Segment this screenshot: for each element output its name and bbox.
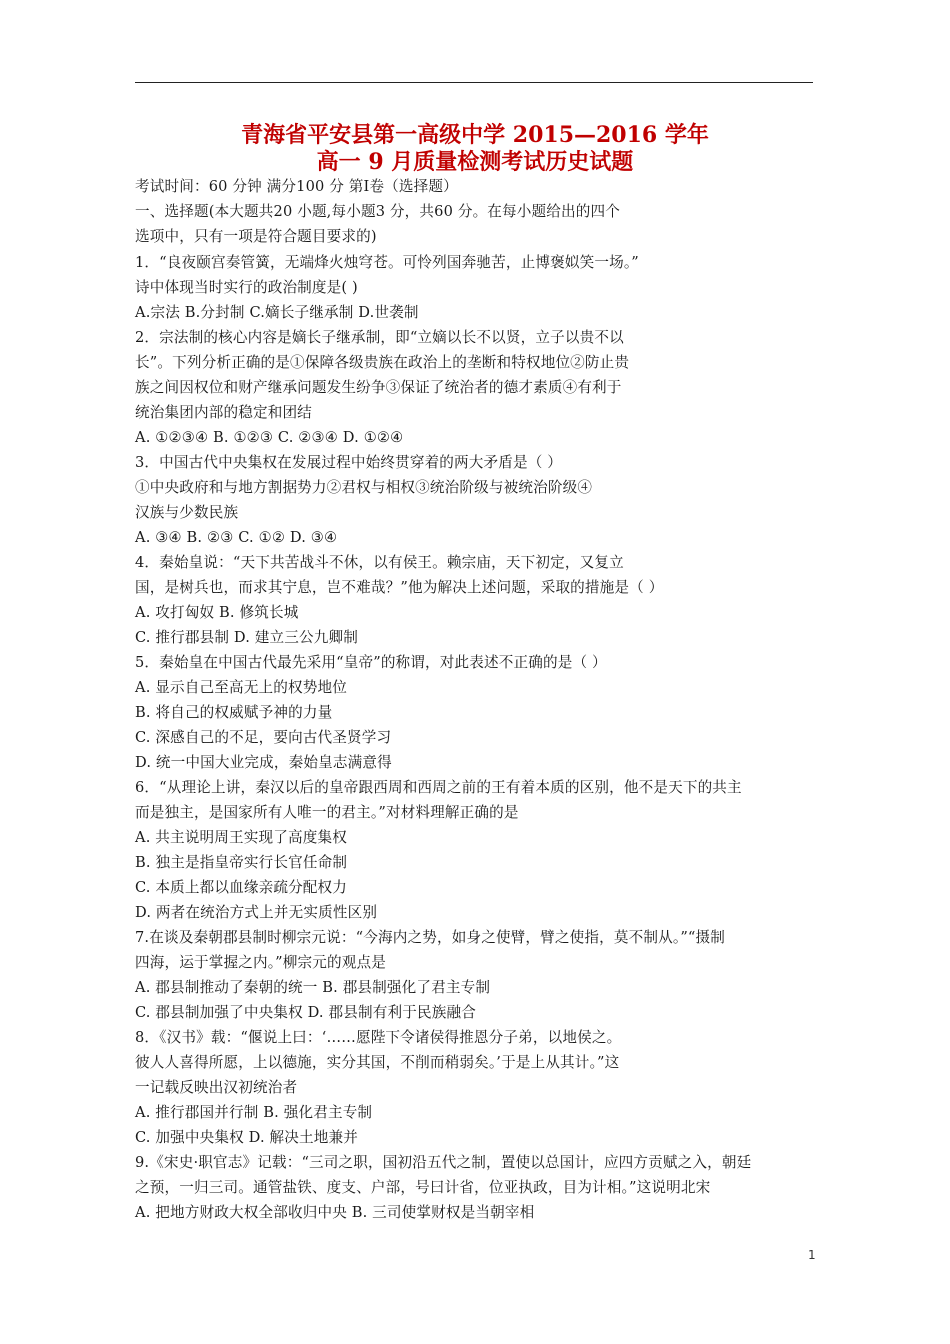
text-line: 9.《宋史·职官志》记载：“三司之职，国初沿五代之制，置使以总国计，应四方贡赋之入，朝廷 xyxy=(135,1154,752,1171)
text-line: 选项中，只有一项是符合题目要求的) xyxy=(135,228,377,245)
text-line: A. ①②③④ B. ①②③ C. ②③④ D. ①②④ xyxy=(135,429,404,446)
text-line: A. 攻打匈奴 B. 修筑长城 xyxy=(135,604,299,621)
text-line: 统治集团内部的稳定和团结 xyxy=(135,404,312,421)
text-line: D. 统一中国大业完成，秦始皇志满意得 xyxy=(135,754,392,771)
text-line: C. 本质上都以血缘亲疏分配权力 xyxy=(135,879,348,896)
text-line: 1．“良夜颐宫奏管簧，无端烽火烛穹苍。可怜列国奔驰苦，止博褒姒笑一场。” xyxy=(135,254,639,271)
text-line: A.宗法 B.分封制 C.嫡长子继承制 D.世袭制 xyxy=(135,304,419,321)
text-line: 一、选择题(本大题共20 小题,每小题3 分，共60 分。在每小题给出的四个 xyxy=(135,203,621,220)
text-line: C. 郡县制加强了中央集权 D. 郡县制有利于民族融合 xyxy=(135,1004,476,1021)
text-line: 而是独主，是国家所有人唯一的君主。”对材料理解正确的是 xyxy=(135,804,519,821)
text-line: 一记载反映出汉初统治者 xyxy=(135,1079,298,1096)
text-line: 2．宗法制的核心内容是嫡长子继承制，即“立嫡以长不以贤，立子以贵不以 xyxy=(135,329,624,346)
text-line: D. 两者在统治方式上并无实质性区别 xyxy=(135,904,378,921)
exam-title-line1: 青海省平安县第一高级中学 2015—2016 学年 xyxy=(241,122,709,148)
text-line: A. ③④ B. ②③ C. ①② D. ③④ xyxy=(135,529,338,546)
exam-title-line2: 高一 9 月质量检测考试历史试题 xyxy=(316,149,634,175)
text-line: B. 将自己的权威赋予神的力量 xyxy=(135,704,333,721)
text-line: A. 共主说明周王实现了高度集权 xyxy=(135,829,347,846)
text-line: 8．《汉书》载：“偃说上曰：‘……愿陛下令诸侯得推恩分子弟，以地侯之。 xyxy=(135,1029,622,1046)
page-number: 1 xyxy=(808,1248,816,1262)
text-line: A. 推行郡国并行制 B. 强化君主专制 xyxy=(135,1104,373,1121)
text-line: A. 郡县制推动了秦朝的统一 B. 郡县制强化了君主专制 xyxy=(135,979,491,996)
text-line: 7.在谈及秦朝郡县制时柳宗元说：“今海内之势，如身之使臂，臂之使指，莫不制从。”“摄制 xyxy=(135,929,726,946)
text-line: C. 深感自己的不足，要向古代圣贤学习 xyxy=(135,729,392,746)
text-line: 彼人人喜得所愿，上以德施，实分其国，不削而稍弱矣。’于是上从其计。”这 xyxy=(135,1054,620,1071)
text-line: B. 独主是指皇帝实行长官任命制 xyxy=(135,854,348,871)
text-line: 考试时间：60 分钟 满分100 分 第Ⅰ卷（选择题） xyxy=(135,178,458,195)
text-line: 6．“从理论上讲，秦汉以后的皇帝跟西周和西周之前的王有着本质的区别，他不是天下的共主 xyxy=(135,779,742,796)
header-rule xyxy=(135,82,813,83)
text-line: 4．秦始皇说：“天下共苦战斗不休，以有侯王。赖宗庙，天下初定，又复立 xyxy=(135,554,624,571)
text-line: 之预，一归三司。通管盐铁、度支、户部，号曰计省，位亚执政，目为计相。”这说明北宋 xyxy=(135,1179,711,1196)
text-line: 族之间因权位和财产继承问题发生纷争③保证了统治者的德才素质④有利于 xyxy=(135,379,622,396)
text-line: ①中央政府和与地方割据势力②君权与相权③统治阶级与被统治阶级④ xyxy=(135,479,593,496)
text-line: 诗中体现当时实行的政治制度是( ) xyxy=(135,279,358,296)
text-line: 5．秦始皇在中国古代最先采用“皇帝”的称谓，对此表述不正确的是（ ） xyxy=(135,654,607,671)
text-line: 汉族与少数民族 xyxy=(135,504,239,521)
text-line: 四海，运于掌握之内。”柳宗元的观点是 xyxy=(135,954,386,971)
text-line: A. 显示自己至高无上的权势地位 xyxy=(135,679,347,696)
text-line: C. 加强中央集权 D. 解决土地兼并 xyxy=(135,1129,358,1146)
text-line: 国，是树兵也，而求其宁息，岂不难哉？”他为解决上述问题，采取的措施是（ ） xyxy=(135,579,664,596)
text-line: 3．中国古代中央集权在发展过程中始终贯穿着的两大矛盾是（ ） xyxy=(135,454,563,471)
text-line: 长”。下列分析正确的是①保障各级贵族在政治上的垄断和特权地位②防止贵 xyxy=(135,354,630,371)
text-line: C. 推行郡县制 D. 建立三公九卿制 xyxy=(135,629,358,646)
text-line: A. 把地方财政大权全部收归中央 B. 三司使掌财权是当朝宰相 xyxy=(135,1204,535,1221)
